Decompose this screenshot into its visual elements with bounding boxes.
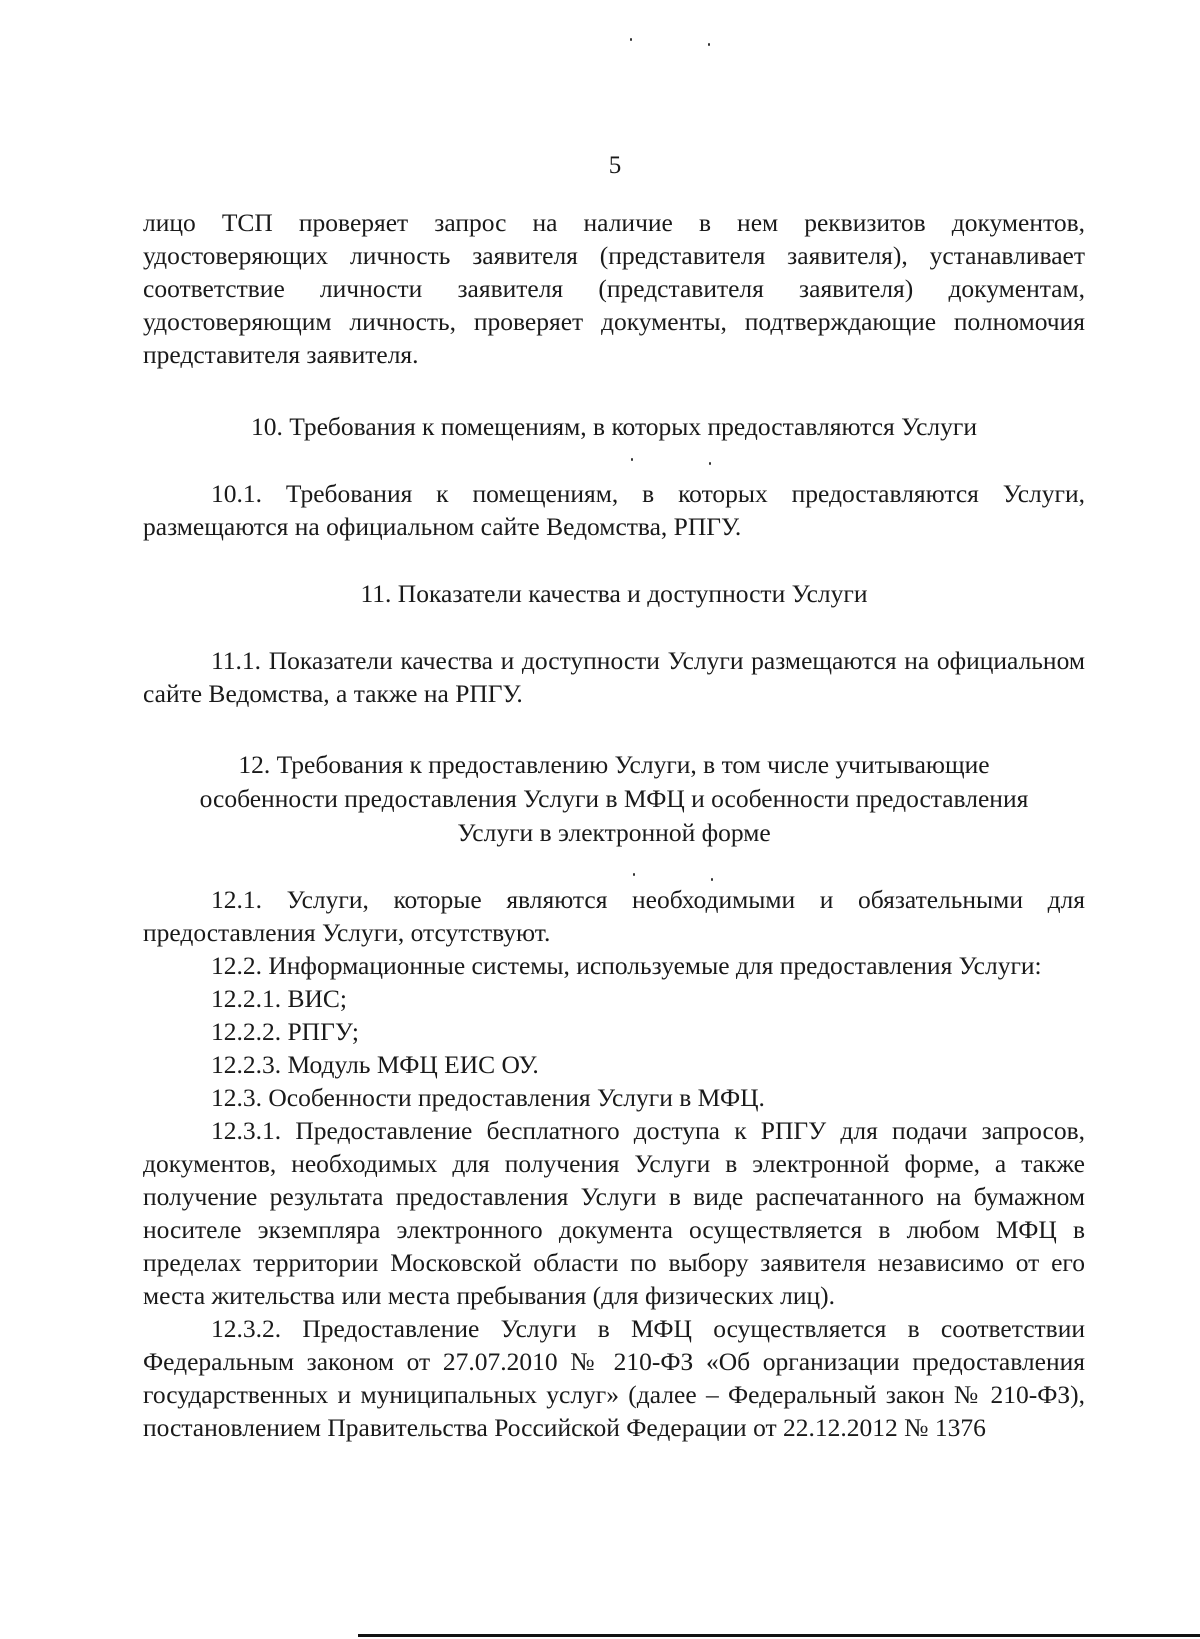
section-heading-11: 11. Показатели качества и доступности Услуги bbox=[360, 579, 868, 608]
paragraph-12-2: 12.2. Информационные системы, используемые для предоставления Услуги: bbox=[211, 951, 1042, 980]
paragraph-text: лицо ТСП проверяет запрос на наличие в нем реквизитов документов, удостоверяющих личность заявителя (представителя заявителя), устанавливает соответствие личности заявителя (представителя заявителя) документам, удостоверяющим личность, проверяет документы, подтверждающие полномочия представителя заявителя. bbox=[143, 208, 1085, 369]
section-heading-10: 10. Требования к помещениям, в которых предоставляются Услуги bbox=[250, 412, 977, 441]
scan-speck bbox=[631, 458, 633, 461]
page-number: 5 bbox=[608, 152, 622, 179]
scan-speck bbox=[630, 38, 632, 41]
paragraph-text: 11.1. Показатели качества и доступности Услуги размещаются на официальном сайте Ведомства, а также на РПГУ. bbox=[143, 646, 1085, 708]
paragraph-12-3-2: 12.3.2. Предоставление Услуги в МФЦ осуществляется в соответствии Федеральным законом от 27.07.2010 № 210-ФЗ «Об организации предоставления государственных и муниципальных услуг» (далее – Федеральный закон № 210-ФЗ), постановлением Правительства Российской Федерации от 22.12.2012 № 1376 bbox=[143, 1314, 1085, 1442]
paragraph-12-3: 12.3. Особенности предоставления Услуги в МФЦ. bbox=[211, 1083, 765, 1112]
paragraph-text: 10.1. Требования к помещениям, в которых предоставляются Услуги, размещаются на официальном сайте Ведомства, РПГУ. bbox=[143, 479, 1085, 541]
heading-line: 12. Требования к предоставлению Услуги, в том числе учитывающие bbox=[238, 750, 990, 779]
section-12-body bbox=[143, 883, 1085, 1444]
list-item-12-2-1: 12.2.1. ВИС; bbox=[211, 984, 348, 1013]
paragraph-12-1: 12.1. Услуги, которые являются необходимыми и обязательными для предоставления Услуги, отсутствуют. bbox=[143, 885, 1085, 947]
scan-speck bbox=[633, 873, 635, 876]
paragraph-11-1 bbox=[143, 644, 1085, 710]
heading-line: особенности предоставления Услуги в МФЦ и особенности предоставления bbox=[199, 784, 1029, 813]
list-item-12-2-3: 12.2.3. Модуль МФЦ ЕИС ОУ. bbox=[211, 1050, 539, 1079]
section-heading-12 bbox=[143, 748, 1085, 850]
paragraph-10-1 bbox=[143, 477, 1085, 543]
list-item-12-2-2: 12.2.2. РПГУ; bbox=[211, 1017, 360, 1046]
heading-line: Услуги в электронной форме bbox=[457, 818, 771, 847]
paragraph-intro bbox=[143, 206, 1085, 371]
page-bottom-edge bbox=[358, 1634, 1200, 1637]
paragraph-12-3-1: 12.3.1. Предоставление бесплатного доступа к РПГУ для подачи запросов, документов, необходимых для получения Услуги в электронной форме, а также получение результата предоставления Услуги в виде распечатанного на бумажном носителе экземпляра электронного документа осуществляется в любом МФЦ в пределах территории Московской области по выбору заявителя независимо от его места жительства или места пребывания (для физических лиц). bbox=[143, 1116, 1085, 1310]
scan-speck bbox=[708, 43, 710, 46]
scan-speck bbox=[709, 462, 711, 465]
scan-speck bbox=[711, 878, 713, 881]
